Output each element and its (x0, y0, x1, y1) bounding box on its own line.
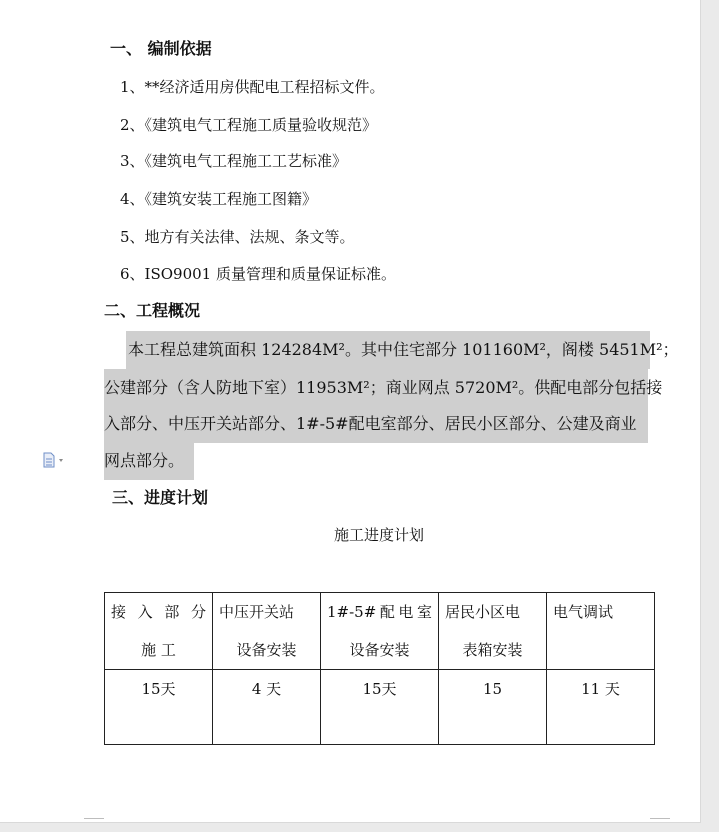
overview-line-2: 公建部分（含人防地下室）11953M²；商业网点 5720M²。供配电部分包括接 (104, 369, 648, 407)
header-text: 居民小区电 (445, 603, 521, 621)
value-cell: 4 天 (213, 670, 321, 745)
schedule-table (104, 592, 655, 745)
schedule-table-title: 施工进度计划 (333, 526, 424, 544)
basis-item-3: 3、《建筑电气工程施工工艺标准》 (120, 152, 348, 170)
value-cell: 11 天 (547, 670, 655, 745)
header-text: 电气调试 (553, 603, 614, 621)
header-text: 表箱安装 (462, 641, 523, 659)
table-header-row (105, 593, 655, 670)
header-text: 设备安装 (236, 641, 297, 659)
header-text: 1#-5#配电室 (327, 603, 432, 621)
overview-line-1: 本工程总建筑面积 124284M²。其中住宅部分 101160M²，阁楼 5451M²； (126, 331, 650, 369)
header-cell-access (105, 593, 213, 670)
value-cell: 15 (439, 670, 547, 745)
value-cell: 15天 (105, 670, 213, 745)
header-text (553, 631, 648, 669)
header-text: 中压开关站 (219, 603, 295, 621)
header-text: 设备安装 (349, 641, 410, 659)
basis-item-4: 4、《建筑安装工程施工图籍》 (120, 190, 318, 208)
header-cell-commissioning (547, 593, 655, 670)
section-3-heading: 三、进度计划 (112, 488, 209, 507)
basis-item-1: 1、**经济适用房供配电工程招标文件。 (120, 78, 385, 96)
basis-item-2: 2、《建筑电气工程施工质量验收规范》 (120, 116, 378, 134)
header-text: 接 入 部 分 (111, 603, 206, 621)
table-row (105, 670, 655, 745)
header-cell-distribution-room (321, 593, 439, 670)
basis-item-6: 6、ISO9001 质量管理和质量保证标准。 (120, 265, 396, 283)
paragraph-layout-icon[interactable] (42, 452, 66, 468)
section-1-heading: 一、 编制依据 (110, 39, 212, 58)
header-cell-switch-station (213, 593, 321, 670)
section-2-heading: 二、工程概况 (104, 301, 201, 320)
page-margin-mark (650, 818, 670, 823)
overview-line-4: 网点部分。 (104, 442, 194, 480)
header-cell-residential (439, 593, 547, 670)
header-text: 施 工 (141, 641, 176, 659)
value-cell: 15天 (321, 670, 439, 745)
overview-line-3: 入部分、中压开关站部分、1#-5#配电室部分、居民小区部分、公建及商业 (104, 405, 648, 443)
basis-item-5: 5、地方有关法律、法规、条文等。 (120, 228, 355, 246)
page-margin-mark (84, 818, 104, 823)
